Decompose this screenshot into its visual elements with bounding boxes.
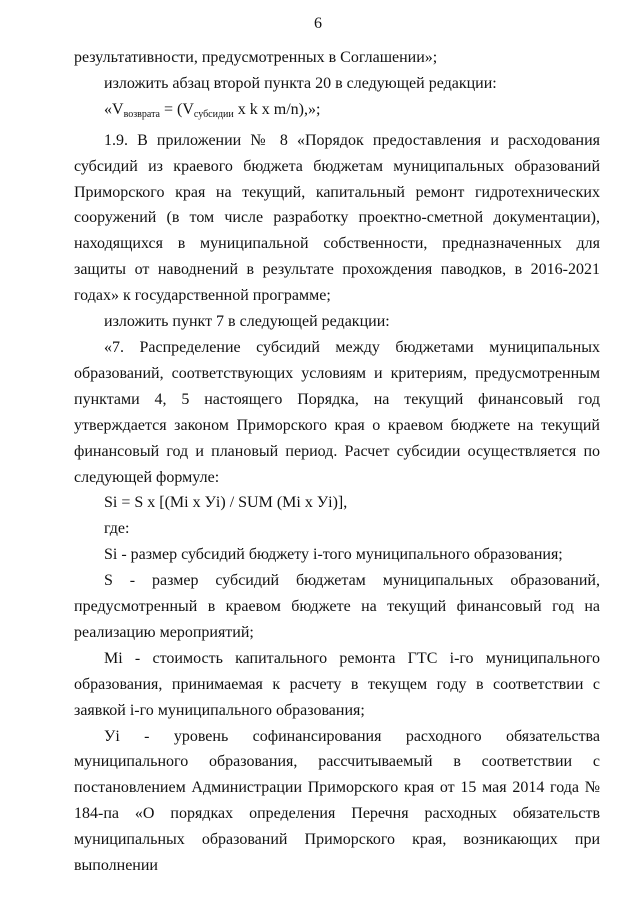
formula-sub-subsidy: субсидии	[193, 108, 234, 120]
paragraph-appendix-8: 1.9. В приложении № 8 «Порядок предоставления и расходования субсидий из краевого бюджета бюджетам муниципальных образований Приморского края на текущий, капитальный ремонт гидротехнических сооружений (в том числе разработку проектно-сметной документации), находящихся в муниципальной собственности, предназначенных для защиты от наводнений в результате прохождения паводков, в 2016-2021 годах» к государственной программе;	[74, 131, 600, 305]
formula-tail: x k x m/n),»;	[233, 100, 321, 118]
formula-sub-refund: возврата	[123, 108, 160, 120]
paragraph-clause-7: «7. Распределение субсидий между бюджетами муниципальных образований, соответствующих условиям и критериям, предусмотренным пунктами 4, 5 настоящего Порядка, на текущий финансовый год утверждается законом Приморского края о краевом бюджете на текущий финансовый год и плановый период. Расчет субсидии осуществляется по следующей формуле:	[74, 338, 600, 486]
subsidy-formula: Si = S x [(Mi x Уi) / SUM (Mi x Уi)],	[104, 494, 348, 512]
paragraph-amend-clause-20: изложить абзац второй пункта 20 в следующей редакции:	[104, 74, 497, 92]
formula-mid: = (V	[160, 100, 194, 118]
formula-open: «V	[104, 100, 124, 118]
paragraph-results: результативности, предусмотренных в Соглашении»;	[74, 49, 438, 66]
definition-yi: Уi - уровень софинансирования расходного обязательства муниципального образования, рассчитываемый в соответствии с постановлением Администрации Приморского края от 15 мая 2014 года № 184-па «О порядках определения Перечня расходных обязательств муниципальных образований Приморского края, возникающих при выполнении	[74, 727, 600, 875]
page-number: 6	[314, 15, 322, 32]
definition-si: Si - размер субсидий бюджету i-того муниципального образования;	[104, 546, 563, 564]
paragraph-amend-clause-7: изложить пункт 7 в следующей редакции:	[104, 313, 390, 331]
document-body	[74, 45, 600, 879]
definition-s: S - размер субсидий бюджетам муниципальных образований, предусмотренный в краевом бюджете на текущий финансовый год на реализацию мероприятий;	[74, 572, 600, 641]
refund-formula	[74, 97, 600, 128]
definition-mi: Mi - стоимость капитального ремонта ГТС i-го муниципального образования, принимаемая к расчету в текущем году в соответствии с заявкой i-го муниципального образования;	[74, 649, 600, 719]
paragraph-where: где:	[104, 520, 130, 538]
